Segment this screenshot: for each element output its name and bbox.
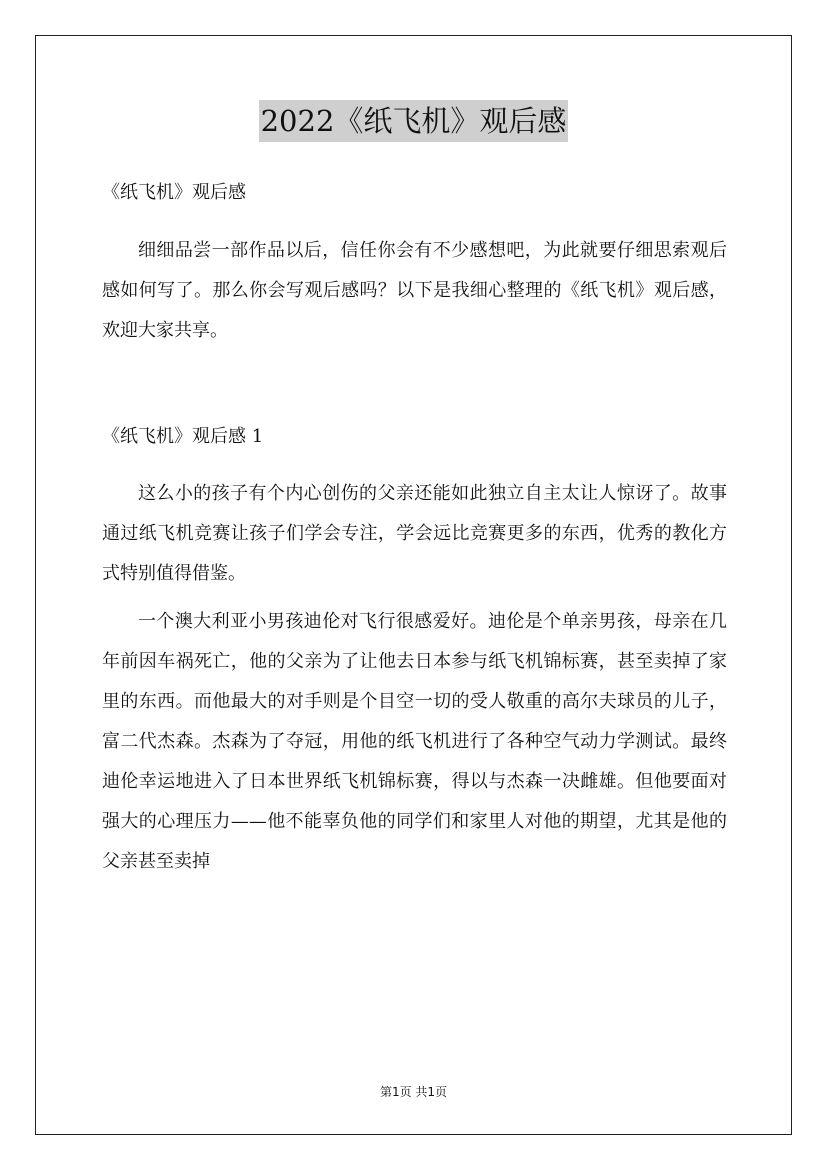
page-footer: 第1页 共1页: [379, 1085, 448, 1099]
body-paragraph: 这么小的孩子有个内心创伤的父亲还能如此独立自主太让人惊讶了。故事通过纸飞机竞赛让孩子们学会专注，学会远比竞赛更多的东西，优秀的教化方式特别值得借鉴。: [102, 483, 727, 584]
body-paragraph: 一个澳大利亚小男孩迪伦对飞行很感爱好。迪伦是个单亲男孩，母亲在几年前因车祸死亡，他的父亲为了让他去日本参与纸飞机锦标赛，甚至卖掉了家里的东西。而他最大的对手则是个目空一切的受人敬重的高尔夫球员的儿子，富二代杰森。杰森为了夺冠，用他的纸飞机进行了各种空气动力学测试。最终迪伦幸运地进入了日本世界纸飞机锦标赛，得以与杰森一决雌雄。但他要面对强大的心理压力——他不能辜负他的同学们和家里人对他的期望，尤其是他的父亲甚至卖掉: [102, 611, 727, 872]
title-container: [0, 100, 827, 142]
document-body: [102, 175, 727, 882]
intro-paragraph: 细细品尝一部作品以后，信任你会有不少感想吧，为此就要仔细思索观后感如何写了。那么你会写观后感吗？以下是我细心整理的《纸飞机》观后感，欢迎大家共享。: [102, 240, 727, 341]
section-heading: 《纸飞机》观后感 1: [102, 426, 264, 447]
intro-heading: 《纸飞机》观后感: [102, 182, 246, 203]
document-title: 2022《纸飞机》观后感: [259, 100, 569, 142]
